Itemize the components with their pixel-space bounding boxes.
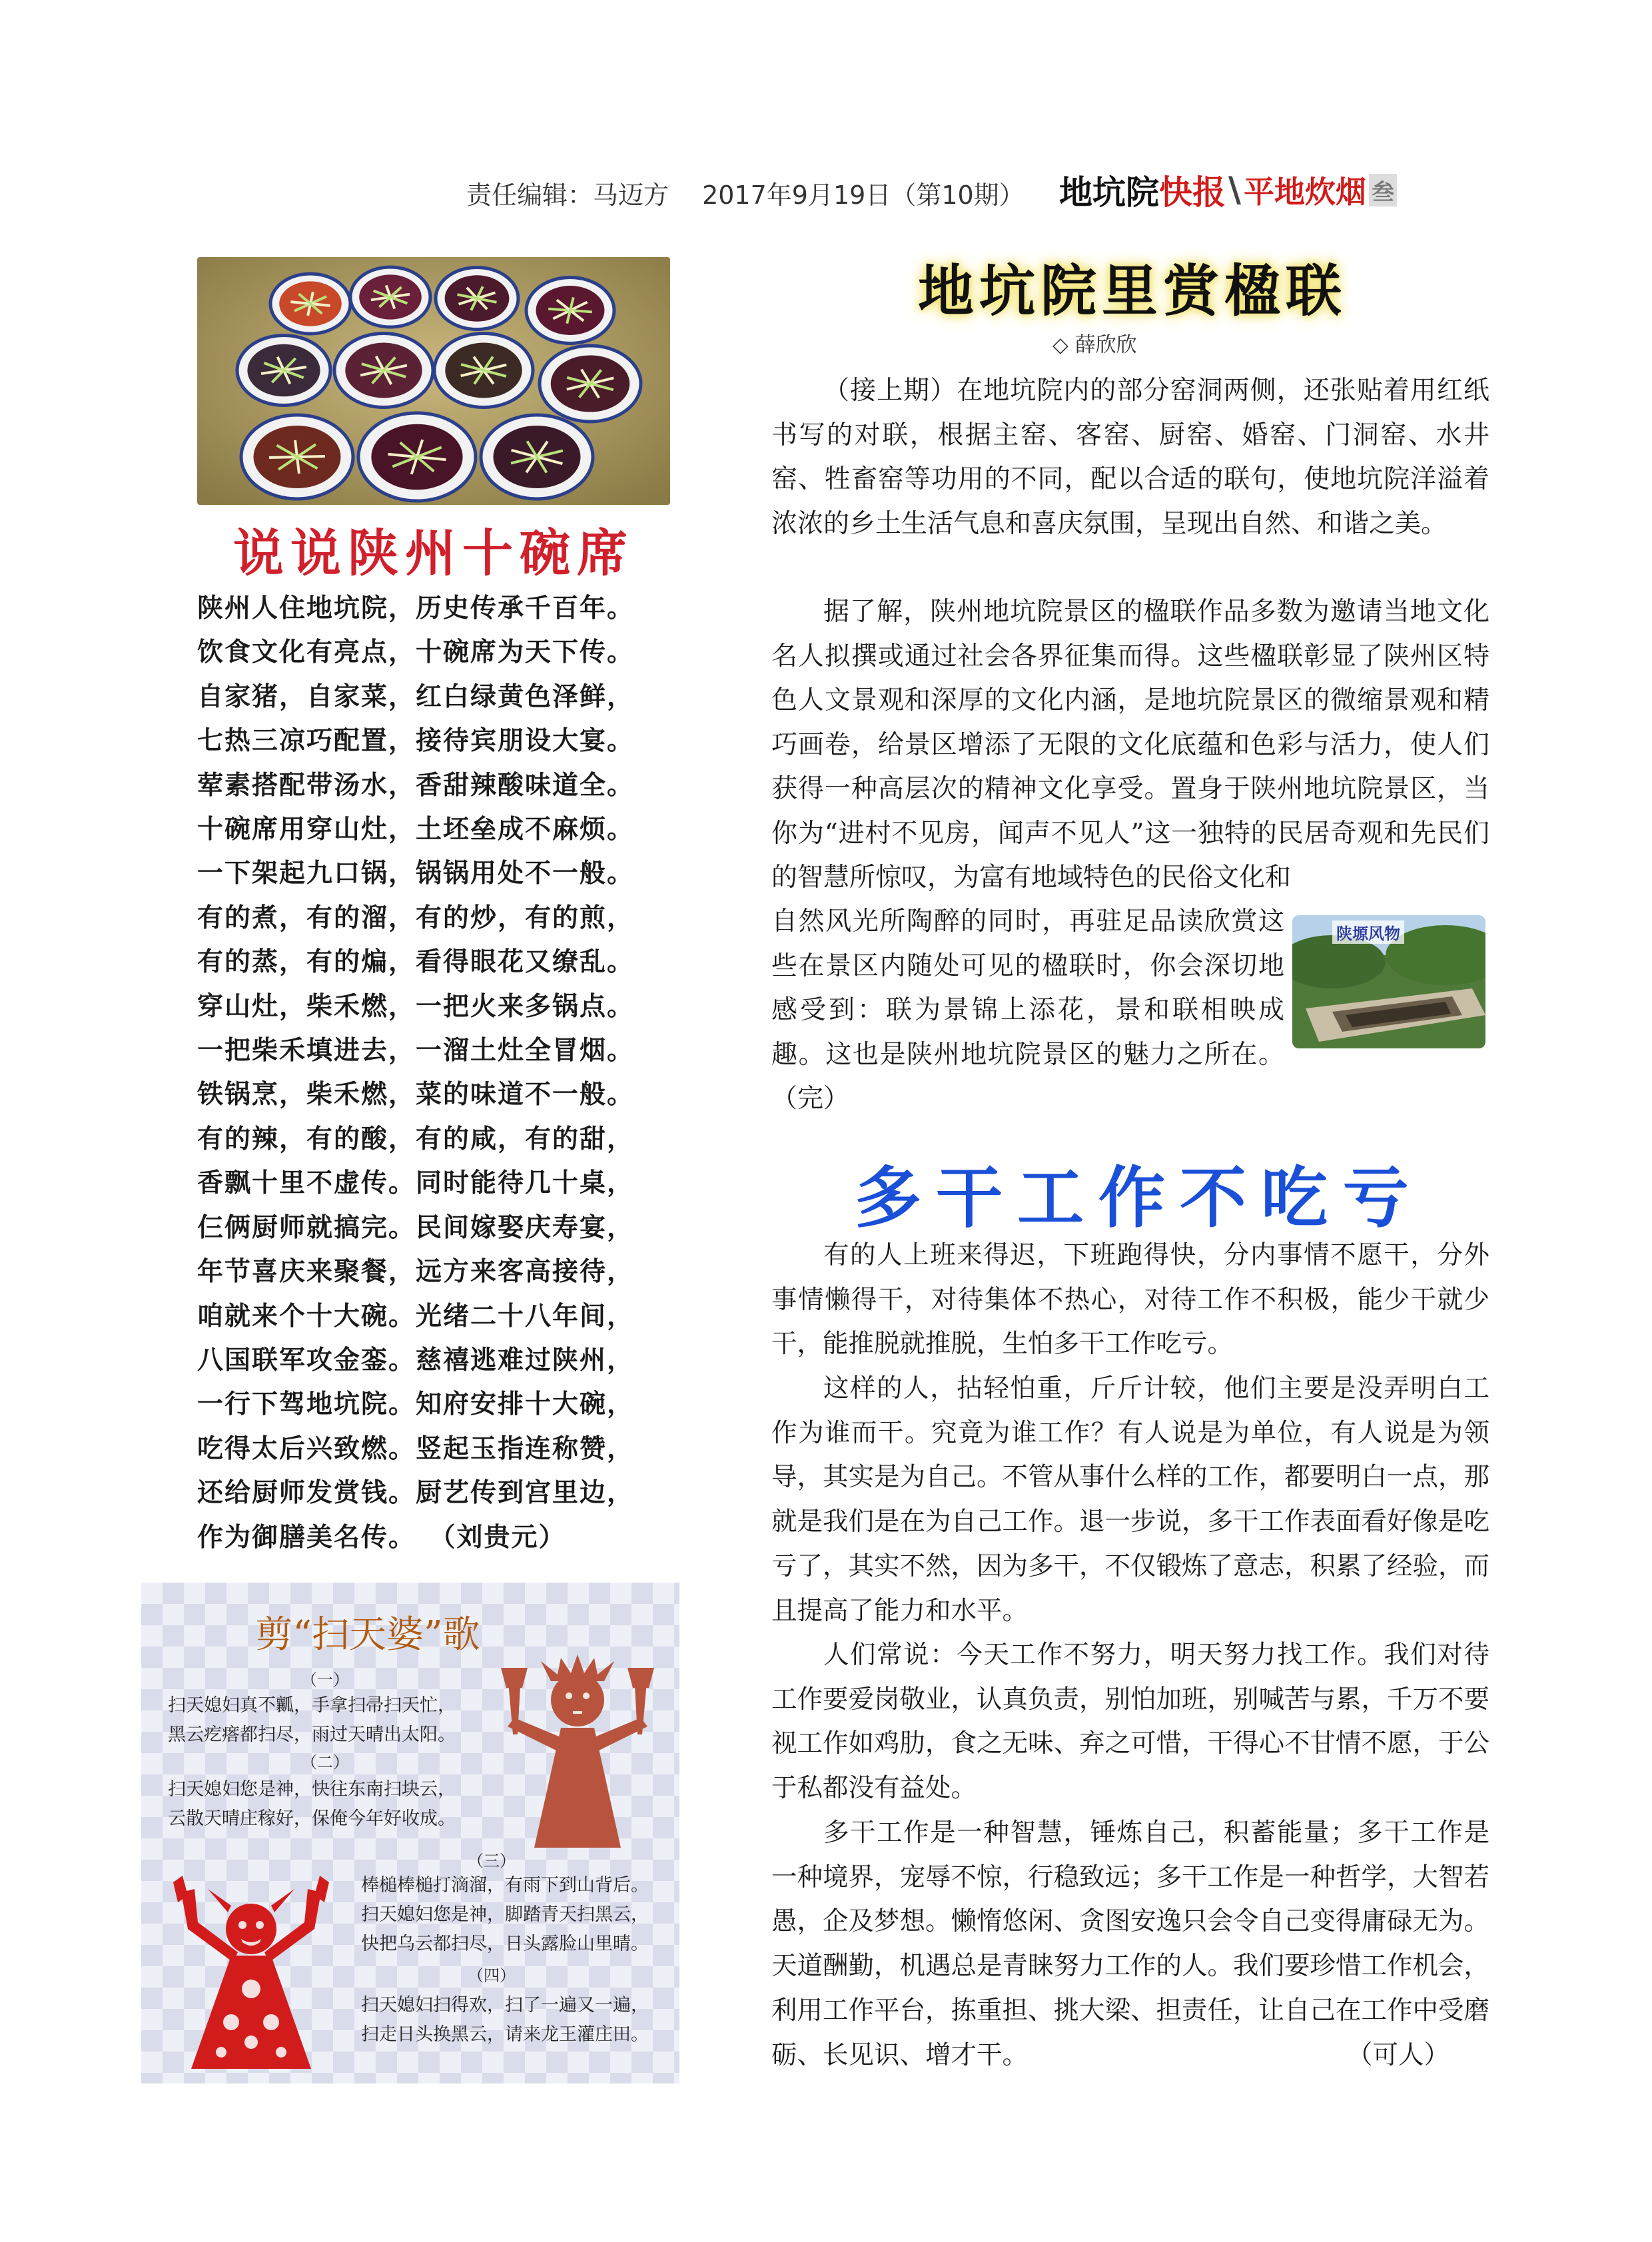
- poem-author: （刘贵元）: [442, 1521, 566, 1553]
- poem-line: 穿山灶，柴禾燃，一把火来多锅点。: [197, 990, 635, 1022]
- work-article-author: （可人）: [1346, 2040, 1449, 2070]
- poem-line: 一把柴禾填进去，一溜土灶全冒烟。: [197, 1035, 635, 1066]
- editor-date-line: 责任编辑：马迈方 2017年9月19日（第10期）: [466, 181, 1025, 210]
- poem-line: 还给厨师发赏钱。厨艺传到宫里边，: [197, 1477, 635, 1509]
- ten-bowl-feast-photo: [197, 257, 670, 505]
- work-paragraph: 有的人上班来得迟，下班跑得快，分内事情不愿干，分外事情懒得干，对待集体不热心，对待工作不积极，能少干就少干，能推脱就推脱，生怕多干工作吃亏。: [771, 1240, 1489, 1359]
- poem-last-line: [197, 1515, 683, 1559]
- stanza-line: 云散天晴庄稼好，保俺今年好收成。: [168, 1808, 456, 1829]
- poem-line: 香飘十里不虚传。同时能待几十桌，: [197, 1168, 635, 1199]
- newspaper-brand: [1059, 168, 1397, 212]
- poem-line: 饮食文化有亮点，十碗席为天下传。: [197, 637, 635, 668]
- stanza-number: （三）: [468, 1852, 516, 1870]
- couplets-article-author: ◇ 薛欣欣: [1052, 333, 1137, 357]
- poem-line: 荤素搭配带汤水，香甜辣酸味道全。: [197, 769, 635, 801]
- stanza-number: （二）: [301, 1753, 349, 1772]
- sweeping-lady-papercut-brown: [488, 1655, 667, 1854]
- stanza-line: 黑云疙瘩都扫尽，雨过天晴出太阳。: [168, 1724, 456, 1745]
- brand-divider: \: [1228, 170, 1241, 210]
- poem-line: 一行下驾地坑院。知府安排十大碗，: [197, 1389, 635, 1420]
- poem-line: 咱就来个十大碗。光绪二十八年间，: [197, 1300, 635, 1331]
- poem-line: 陕州人住地坑院，历史传承千百年。: [197, 593, 635, 623]
- food-article-title: 说说陕州十碗席: [233, 524, 634, 583]
- poem-line: 一下架起九口锅，锅锅用处不一般。: [197, 858, 635, 889]
- couplets-paragraph: （接上期）在地坑院内的部分窑洞两侧，还张贴着用红纸书写的对联，根据主窑、客窑、厨窑、婚窑、门洞窑、水井窑、牲畜窑等功用的不同，配以合适的联句，使地坑院洋溢着浓浓的乡土生活气息和喜庆氛围，呈现出自然、和谐之美。: [771, 376, 1489, 539]
- stanza-line: 扫天媳妇真不瓤，手拿扫帚扫天忙，: [168, 1695, 456, 1716]
- poem-line: 有的蒸，有的煸，看得眼花又缭乱。: [197, 946, 635, 978]
- dikengyuan-scenery-photo: [1292, 915, 1485, 1048]
- poem-line: 仨俩厨师就搞完。民间嫁娶庆寿宴，: [197, 1212, 635, 1243]
- couplets-paragraph: 据了解，陕州地坑院景区的楹联作品多数为邀请当地文化名人拟撰或通过社会各界征集而得。这些楹联彰显了陕州区特色人文景观和深厚的文化内涵，是地坑院景区的微缩景观和精巧画卷，给景区增添了无限的文化底蕴和色彩与活力，使人们获得一种高层次的精神文化享受。置身于陕州地坑院景区，当你为“进村不见房，闻声不见人”这一独特的民居奇观和先民们的智慧所惊叹，为富有地域特色的民俗文化和: [771, 597, 1489, 893]
- stanza-line: 扫天媳妇您是神，脚踏青天扫黑云，: [361, 1904, 649, 1925]
- work-paragraph: 这样的人，拈轻怕重，斤斤计较，他们主要是没弄明白工作为谁而干。究竟为谁工作？有人说是为单位，有人说是为领导，其实是为自己。不管从事什么样的工作，都要明白一点，那就是我们是在为自己工作。退一步说，多干工作表面看好像是吃亏了，其实不然，因为多干，不仅锻炼了意志，积累了经验，而且提高了能力和水平。: [771, 1373, 1490, 1626]
- food-poem: [197, 586, 683, 1559]
- work-paragraph: 多干工作是一种智慧，锤炼自己，积蓄能量；多干工作是一种境界，宠辱不惊，行稳致远；多干工作是一种哲学，大智若愚，企及梦想。懒惰悠闲、贪图安逸只会令自己变得庸碌无为。天道酬勤，机遇总是青睐努力工作的人。我们要珍惜工作机会，利用工作平台，拣重担、挑大梁、担责任，让自己在工作中受磨砺、长见识、增才干。: [771, 1818, 1490, 2070]
- couplets-article-title: 地坑院里赏楹联: [917, 258, 1347, 324]
- couplets-paragraph: 自然风光所陶醉的同时，再驻足品读欣赏这些在景区内随处可见的楹联时，你会深切地感受到：联为景锦上添花，景和联相映成趣。这也是陕州地坑院景区的魅力之所在。（完）: [771, 907, 1284, 1114]
- stanza-line: 棒槌棒槌打滴溜，有雨下到山背后。: [361, 1875, 649, 1896]
- page-header: [466, 168, 1505, 214]
- poem-line: 十碗席用穿山灶，土坯垒成不麻烦。: [197, 814, 635, 845]
- stanza-line: 扫走日头换黑云，请来龙王灌庄田。: [361, 2024, 649, 2045]
- photo-caption: 陕塬风物: [1332, 921, 1404, 944]
- stanza-number: （四）: [468, 1966, 516, 1985]
- work-article-title: 多干工作不吃亏: [855, 1159, 1424, 1237]
- stanza-line: 扫天媳妇扫得欢，扫了一遍又一遍，: [361, 1995, 649, 2016]
- poem-line: 作为御膳美名传。: [197, 1521, 416, 1553]
- poem-line: 有的辣，有的酸，有的咸，有的甜，: [197, 1123, 635, 1154]
- section-name: 平地炊烟: [1244, 174, 1366, 210]
- poem-line: 年节喜庆来聚餐，远方来客高接待，: [197, 1256, 635, 1288]
- stanza-line: 扫天媳妇您是神，快往东南扫块云，: [168, 1779, 456, 1800]
- brand-name: 地坑院: [1059, 173, 1159, 212]
- sweeping-lady-papercut-red: [168, 1876, 334, 2075]
- poem-line: 自家猪，自家菜，红白绿黄色泽鲜，: [197, 681, 635, 712]
- poem-line: 有的煮，有的溜，有的炒，有的煎，: [197, 902, 635, 933]
- papercut-song-title: 剪“扫天婆”歌: [255, 1613, 480, 1657]
- poem-line: 铁锅烹，柴禾燃，菜的味道不一般。: [197, 1079, 635, 1110]
- work-paragraph-last: [771, 1811, 1489, 2077]
- stanza-number: （一）: [301, 1671, 349, 1689]
- poem-line: 七热三凉巧配置，接待宾朋设大宴。: [197, 725, 635, 757]
- papercut-song-box: [141, 1583, 679, 2083]
- stanza-line: 快把乌云都扫尽，日头露脸山里晴。: [361, 1934, 649, 1954]
- work-paragraph: 人们常说：今天工作不努力，明天努力找工作。我们对待工作要爱岗敬业，认真负责，别怕加班，别喊苦与累，千万不要视工作如鸡肋，食之无味、弃之可惜，干得心不甘情不愿，于公于私都没有益处。: [771, 1640, 1490, 1804]
- poem-line: 八国联军攻金銮。慈禧逃难过陕州，: [197, 1344, 635, 1375]
- poem-line: 吃得太后兴致燃。竖起玉指连称赞，: [197, 1433, 635, 1464]
- brand-kuaibao: 快报: [1159, 173, 1226, 212]
- page-number-tag: 叁: [1369, 174, 1397, 206]
